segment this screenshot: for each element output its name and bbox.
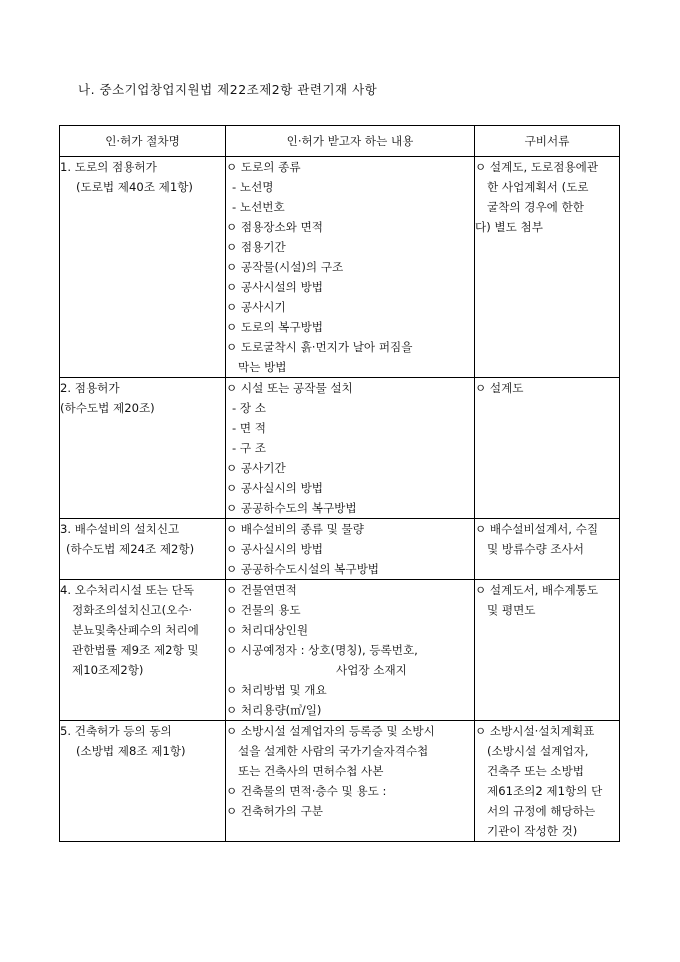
content-item: ㅇ 점용기간 — [226, 240, 286, 254]
procedure-law: (소방법 제8조 제1항) — [76, 744, 186, 758]
content-item: ㅇ 소방시설 설계업자의 등록증 및 소방시 — [226, 724, 435, 738]
procedure-law: 정화조의설치신고(오수· — [72, 603, 193, 617]
permit-table — [59, 125, 620, 842]
table-row — [60, 721, 620, 842]
document-line: 다) 별도 첨부 — [475, 220, 543, 234]
procedure-cell — [60, 721, 226, 842]
procedure-law: 분뇨및축산폐수의 처리에 — [72, 623, 199, 637]
document-line: 제61조의2 제1항의 단 — [487, 784, 603, 798]
content-subitem: - 장 소 — [232, 401, 266, 415]
table-row — [60, 378, 620, 519]
document-line: (소방시설 설계업자, — [487, 744, 589, 758]
content-item: ㅇ 공공하수도의 복구방법 — [226, 501, 357, 515]
content-item: ㅇ 배수설비의 종류 및 물량 — [226, 522, 364, 536]
content-item: ㅇ 공사실시의 방법 — [226, 481, 323, 495]
procedure-law: (도로법 제40조 제1항) — [76, 180, 193, 194]
documents-cell — [475, 580, 620, 721]
content-item-cont: 또는 건축사의 면허수첩 사본 — [238, 764, 384, 778]
content-item: ㅇ 시설 또는 공작물 설치 — [226, 381, 353, 395]
procedure-cell — [60, 580, 226, 721]
documents-cell — [475, 378, 620, 519]
content-item: ㅇ 공사시기 — [226, 300, 286, 314]
document-line: 굴착의 경우에 한한 — [487, 200, 584, 214]
content-subitem: - 노선번호 — [232, 200, 285, 214]
content-item: ㅇ 처리용량(㎥/일) — [226, 703, 322, 717]
document-line: 및 방류수량 조사서 — [487, 542, 584, 556]
section-heading: 나. 중소기업창업지원법 제22조제2항 관련기재 사항 — [78, 82, 378, 97]
content-item-cont: 막는 방법 — [238, 360, 287, 374]
content-item-cont: 사업장 소재지 — [336, 663, 407, 677]
content-item: ㅇ 공작물(시설)의 구조 — [226, 260, 344, 274]
content-item: ㅇ 공공하수도시설의 복구방법 — [226, 562, 379, 576]
procedure-cell — [60, 378, 226, 519]
content-subitem: - 구 조 — [232, 441, 266, 455]
document-line: ㅇ 설계도 — [475, 381, 524, 395]
contents-cell — [226, 157, 475, 378]
content-item: ㅇ 공사실시의 방법 — [226, 542, 323, 556]
document-line: ㅇ 배수설비설계서, 수질 — [475, 522, 599, 536]
document-line: 기관이 작성한 것) — [487, 824, 578, 838]
document-line: 한 사업계획서 (도로 — [487, 180, 589, 194]
content-item: ㅇ 점용장소와 면적 — [226, 220, 323, 234]
header-contents: 인·허가 받고자 하는 내용 — [226, 126, 475, 157]
table-row — [60, 157, 620, 378]
contents-cell — [226, 721, 475, 842]
procedure-cell — [60, 157, 226, 378]
content-item: ㅇ 처리대상인원 — [226, 623, 309, 637]
table-row — [60, 519, 620, 580]
document-line: ㅇ 설계도, 도로점용에관 — [475, 160, 599, 174]
content-item: ㅇ 건물연면적 — [226, 583, 297, 597]
content-item: ㅇ 건축허가의 구분 — [226, 804, 323, 818]
document-line: 및 평면도 — [487, 603, 536, 617]
content-item: ㅇ 공사시설의 방법 — [226, 280, 323, 294]
procedure-law: (하수도법 제24조 제2항) — [66, 542, 195, 556]
documents-cell — [475, 721, 620, 842]
procedure-title: 2. 점용허가 — [60, 381, 120, 395]
content-subitem: - 노선명 — [232, 180, 274, 194]
document-line: ㅇ 소방시설·설치계획표 — [475, 724, 595, 738]
content-item: ㅇ 건축물의 면적·층수 및 용도 : — [226, 784, 387, 798]
procedure-law: 관한법률 제9조 제2항 및 — [72, 643, 199, 657]
procedure-law: 제10조제2항) — [72, 663, 144, 677]
content-item: ㅇ 공사기간 — [226, 461, 286, 475]
procedure-title: 1. 도로의 점용허가 — [60, 160, 157, 174]
content-item: ㅇ 도로의 종류 — [226, 160, 301, 174]
document-line: ㅇ 설계도서, 배수계통도 — [475, 583, 599, 597]
contents-cell — [226, 580, 475, 721]
content-item: ㅇ 도로굴착시 흙·먼지가 날아 퍼짐을 — [226, 340, 413, 354]
contents-cell — [226, 378, 475, 519]
header-documents: 구비서류 — [475, 126, 620, 157]
contents-cell — [226, 519, 475, 580]
content-item: ㅇ 도로의 복구방법 — [226, 320, 323, 334]
content-subitem: - 면 적 — [232, 421, 266, 435]
table-header-row — [60, 126, 620, 157]
table-row — [60, 580, 620, 721]
procedure-law: (하수도법 제20조) — [60, 401, 155, 415]
content-item-cont: 설을 설계한 사람의 국가기술자격수첩 — [238, 744, 429, 758]
document-line: 건축주 또는 소방법 — [487, 764, 584, 778]
content-item: ㅇ 건물의 용도 — [226, 603, 301, 617]
documents-cell — [475, 157, 620, 378]
procedure-title: 5. 건축허가 등의 동의 — [60, 724, 172, 738]
documents-cell — [475, 519, 620, 580]
procedure-cell — [60, 519, 226, 580]
procedure-title: 4. 오수처리시설 또는 단독 — [60, 583, 195, 597]
document-line: 서의 규정에 해당하는 — [487, 804, 596, 818]
procedure-title: 3. 배수설비의 설치신고 — [60, 522, 180, 536]
header-procedure: 인·허가 절차명 — [60, 126, 226, 157]
content-item: ㅇ 시공예정자 : 상호(명칭), 등록번호, — [226, 643, 418, 657]
content-item: ㅇ 처리방법 및 개요 — [226, 683, 327, 697]
